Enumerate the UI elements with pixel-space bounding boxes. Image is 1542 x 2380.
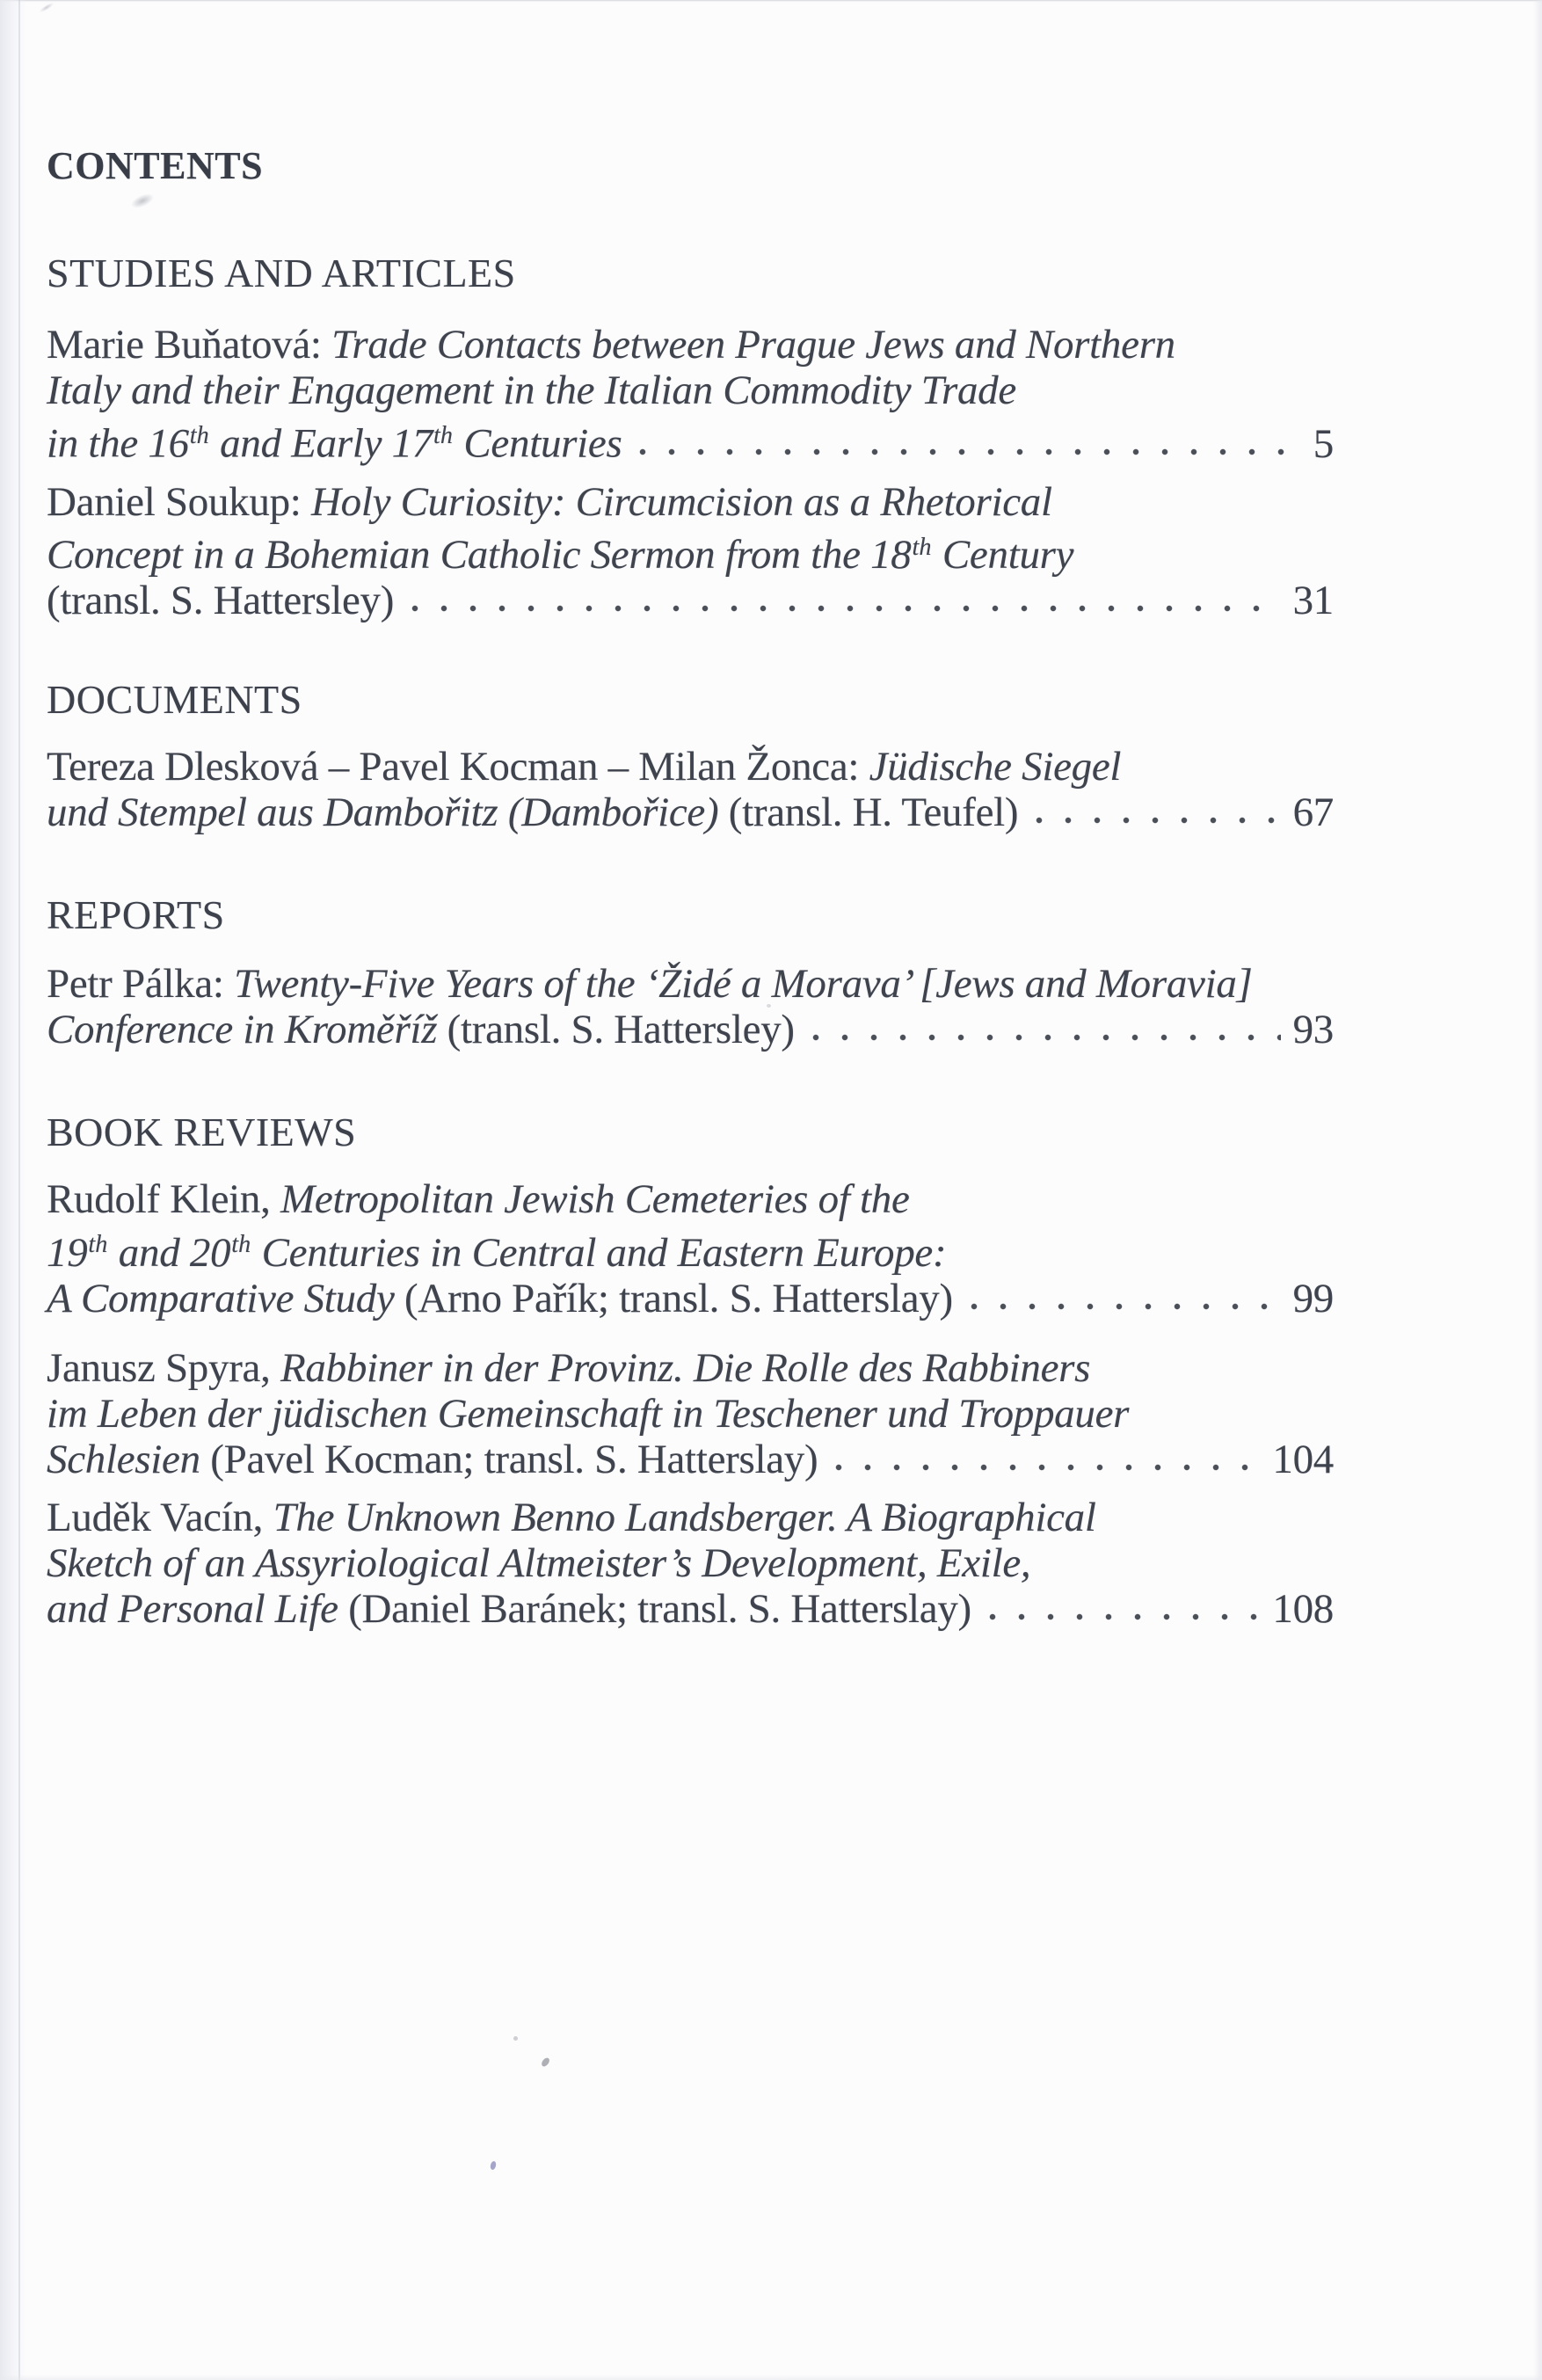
- leader-dots: [636, 447, 1300, 457]
- scan-edge-bottom: [0, 2375, 1542, 2380]
- toc-entry: [47, 1176, 1334, 1321]
- text-segment: im Leben der jüdischen Gemeinschaft in Teschener und Troppauer: [47, 1390, 1130, 1437]
- scan-edge-top: [0, 0, 1542, 3]
- toc-line: [47, 1495, 1334, 1540]
- text-segment: Rabbiner in der Provinz. Die Rolle des Rabbiners: [280, 1344, 1091, 1391]
- section-heading: BOOK REVIEWS: [47, 1110, 357, 1154]
- text-segment: Schlesien: [47, 1436, 211, 1482]
- toc-entry: [47, 322, 1334, 467]
- text-segment: (transl. S. Hattersley): [47, 578, 395, 623]
- text-segment: Sketch of an Assyriological Altmeister’s Development, Exile,: [47, 1539, 1031, 1586]
- text-segment: (Daniel Baránek; transl. S. Hatterslay): [348, 1585, 971, 1632]
- toc-entry: [47, 479, 1334, 624]
- ink-speck: [39, 2, 55, 14]
- toc-entry: [47, 744, 1334, 835]
- toc-line: [47, 1176, 1334, 1222]
- toc-line-text: [47, 532, 1073, 578]
- text-segment: und Stempel aus Dambořitz (Dambořice): [47, 790, 729, 835]
- page-number: 104: [1272, 1436, 1334, 1482]
- toc-line-text: [47, 1276, 953, 1321]
- leader-dots: [967, 1301, 1281, 1312]
- toc-line-text: [47, 368, 1016, 413]
- toc-entry: [47, 1495, 1334, 1632]
- toc-line: [47, 1007, 1334, 1052]
- toc-line: [47, 368, 1334, 413]
- leader-dots: [986, 1612, 1260, 1622]
- text-segment: Centuries: [453, 420, 622, 467]
- text-segment: Holy Curiosity: Circumcision as a Rhetorical: [310, 478, 1052, 525]
- text-segment: A Comparative Study: [47, 1275, 404, 1321]
- toc-line-text: [47, 1345, 1090, 1391]
- text-segment: Metropolitan Jewish Cemeteries of the: [280, 1176, 910, 1222]
- section-heading: STUDIES AND ARTICLES: [47, 251, 516, 295]
- table-of-contents: [47, 251, 1334, 1632]
- toc-line-text: [47, 1391, 1129, 1437]
- text-segment: (Arno Pařík; transl. S. Hatterslay): [404, 1275, 953, 1321]
- page-title: CONTENTS: [47, 144, 264, 187]
- leader-dots: [809, 1032, 1281, 1043]
- text-segment: Janusz Spyra,: [47, 1344, 281, 1391]
- leader-dots: [832, 1462, 1260, 1473]
- toc-line: [47, 578, 1334, 623]
- page-number: 5: [1313, 420, 1334, 467]
- page-number: 99: [1292, 1275, 1334, 1321]
- text-segment: Jüdische Siegel: [869, 744, 1122, 790]
- page-number: 93: [1292, 1007, 1334, 1052]
- text-segment: 19: [47, 1229, 88, 1276]
- superscript: th: [189, 422, 209, 449]
- section-heading: DOCUMENTS: [47, 677, 302, 722]
- toc-line-text: [47, 1437, 818, 1482]
- text-segment: Petr Pálka:: [47, 961, 235, 1007]
- text-segment: and 20: [108, 1229, 231, 1276]
- text-segment: Italy and their Engagement in the Italian Commodity Trade: [47, 368, 1016, 413]
- toc-line: [47, 1586, 1334, 1632]
- page-number: 67: [1292, 790, 1334, 835]
- text-segment: Century: [932, 532, 1074, 578]
- toc-section: [47, 892, 1334, 1052]
- toc-line-text: [47, 790, 1018, 835]
- scan-edge-right: [1533, 0, 1542, 2380]
- text-segment: Conference in Kroměříž: [47, 1007, 447, 1052]
- text-segment: Rudolf Klein,: [47, 1176, 281, 1222]
- text-segment: Twenty-Five Years of the ‘Židé a Morava’ [Jews and Moravia]: [234, 961, 1253, 1007]
- ink-speck: [767, 1004, 771, 1008]
- text-segment: Concept in a Bohemian Catholic Sermon from the 18: [47, 532, 912, 578]
- toc-line: [47, 413, 1334, 467]
- toc-line-text: [47, 1176, 910, 1222]
- page-number: 108: [1272, 1585, 1334, 1632]
- toc-line: [47, 479, 1334, 525]
- toc-section: [47, 677, 1334, 835]
- toc-line-text: [47, 322, 1175, 368]
- text-segment: (transl. H. Teufel): [728, 790, 1019, 835]
- toc-line: [47, 525, 1334, 579]
- text-segment: Trade Contacts between Prague Jews and Northern: [331, 322, 1175, 368]
- section-heading: REPORTS: [47, 892, 225, 937]
- toc-line-text: [47, 413, 622, 467]
- superscript: th: [433, 422, 453, 449]
- page-number: 31: [1292, 578, 1334, 623]
- toc-line-text: [47, 1495, 1096, 1540]
- superscript: th: [88, 1231, 108, 1258]
- scan-fold-line: [18, 0, 20, 2380]
- toc-line: [47, 322, 1334, 368]
- ink-speck: [490, 2160, 497, 2170]
- text-segment: Luděk Vacín,: [47, 1494, 273, 1540]
- text-segment: Marie Buňatová:: [47, 322, 332, 368]
- toc-content: [47, 143, 1334, 1632]
- leader-dots: [1032, 815, 1280, 826]
- leader-dots: [408, 603, 1280, 614]
- toc-line-text: [47, 961, 1253, 1007]
- toc-line: [47, 1391, 1334, 1437]
- superscript: th: [231, 1231, 251, 1258]
- ink-speck: [540, 2056, 550, 2068]
- superscript: th: [912, 533, 932, 561]
- text-segment: in the 16: [47, 420, 189, 467]
- toc-line-text: [47, 1586, 971, 1632]
- toc-line-text: [47, 1540, 1030, 1586]
- text-segment: and Early 17: [209, 420, 433, 467]
- toc-line: [47, 1222, 1334, 1276]
- text-segment: Daniel Soukup:: [47, 478, 311, 525]
- text-segment: Tereza Dlesková – Pavel Kocman – Milan Žonca:: [47, 744, 869, 790]
- text-segment: The Unknown Benno Landsberger. A Biographical: [273, 1494, 1096, 1540]
- toc-line: [47, 1437, 1334, 1482]
- text-segment: Centuries in Central and Eastern Europe:: [251, 1229, 947, 1276]
- text-segment: and Personal Life: [47, 1585, 349, 1632]
- toc-line: [47, 744, 1334, 790]
- toc-section: [47, 251, 1334, 623]
- toc-line: [47, 1540, 1334, 1586]
- toc-line-text: [47, 578, 394, 623]
- scan-edge-left: [0, 0, 26, 2380]
- text-segment: (transl. S. Hattersley): [447, 1007, 795, 1052]
- toc-line-text: [47, 479, 1052, 525]
- toc-line: [47, 790, 1334, 835]
- toc-line-text: [47, 744, 1121, 790]
- toc-section: [47, 1110, 1334, 1632]
- toc-line: [47, 1345, 1334, 1391]
- toc-line: [47, 961, 1334, 1007]
- toc-line-text: [47, 1007, 795, 1052]
- toc-entry: [47, 961, 1334, 1052]
- toc-line-text: [47, 1230, 946, 1276]
- ink-speck: [513, 2036, 518, 2041]
- text-segment: (Pavel Kocman; transl. S. Hatterslay): [210, 1436, 818, 1482]
- toc-entry: [47, 1345, 1334, 1482]
- toc-line: [47, 1276, 1334, 1321]
